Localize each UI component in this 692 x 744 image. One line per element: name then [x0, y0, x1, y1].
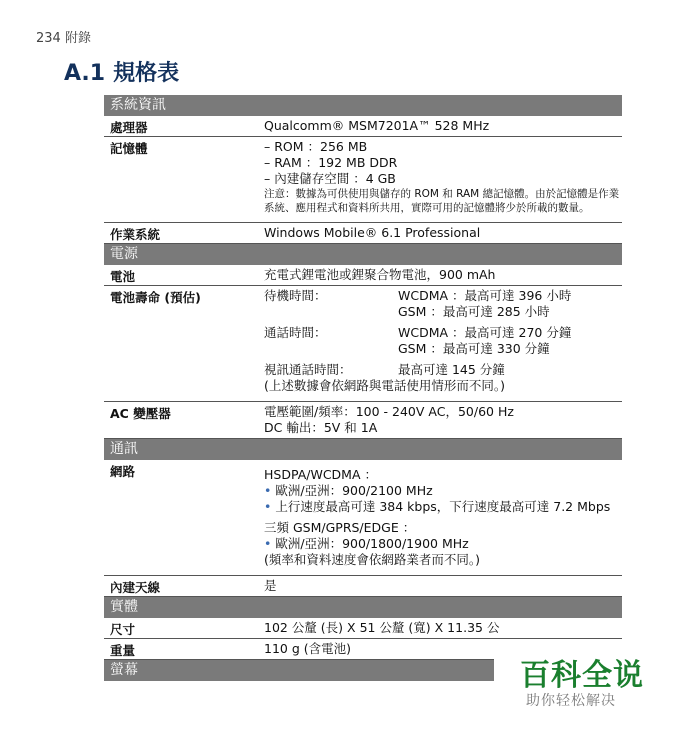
standby-label: 待機時間： [264, 288, 327, 303]
row-label: 內建天線 [110, 580, 161, 595]
row-value [264, 137, 622, 222]
os-value: Windows Mobile® 6.1 Professional [264, 225, 481, 240]
row-memory [104, 137, 622, 223]
row-label: AC 變壓器 [110, 406, 171, 421]
row-battery-life [104, 286, 622, 402]
talk-gsm: GSM ：最高可達 330 分鐘 [398, 341, 550, 356]
battery-value: 充電式鋰電池或鋰聚合物電池，900 mAh [264, 267, 496, 282]
video-value: 最高可達 145 分鐘 [398, 362, 505, 377]
processor-value: Qualcomm® MSM7201A™ 528 MHz [264, 118, 490, 133]
row-adapter [104, 402, 622, 439]
band-display: 螢幕 [104, 660, 622, 681]
hsdpa-heading: HSDPA/WCDMA ： [264, 467, 377, 482]
row-value [264, 223, 622, 243]
talk-row [264, 325, 622, 357]
talk-wcdma: WCDMA ：最高可達 270 分鐘 [398, 325, 572, 340]
row-battery [104, 265, 622, 286]
adapter-output: DC 輸出：5V 和 1A [264, 420, 378, 435]
row-label: 處理器 [110, 120, 148, 135]
bullet-icon: • [264, 499, 272, 514]
bullet-text: 上行速度最高可達 384 kbps，下行速度最高可達 7.2 Mbps [275, 499, 611, 514]
band-comms: 通訊 [104, 439, 622, 460]
band-power: 電源 [104, 244, 622, 265]
row-value [264, 618, 622, 638]
bullet-icon: • [264, 536, 272, 551]
row-value [264, 116, 622, 136]
video-row [264, 362, 622, 378]
row-value [264, 265, 622, 285]
row-value [264, 460, 622, 575]
row-processor [104, 116, 622, 137]
section-number: A.1 [64, 61, 106, 86]
spec-table [104, 95, 622, 681]
row-value [264, 286, 622, 401]
network-note: (頻率和資料速度會依網路業者而不同。) [264, 552, 481, 567]
watermark-main: 百科全说 [520, 658, 644, 693]
row-label: 電池壽命 (預估) [110, 290, 201, 305]
hsdpa-bullet [264, 483, 622, 499]
memory-ram: – RAM ：192 MB DDR [264, 155, 398, 170]
row-size [104, 618, 622, 639]
band-physical: 實體 [104, 597, 622, 618]
section-title-text: 規格表 [113, 61, 180, 86]
row-os [104, 223, 622, 244]
row-label: 記憶體 [110, 141, 148, 156]
standby-wcdma: WCDMA ：最高可達 396 小時 [398, 288, 572, 303]
watermark-sub: 助你轻松解决 [526, 693, 616, 709]
row-antenna [104, 576, 622, 597]
row-label: 網路 [110, 464, 136, 479]
row-label: 作業系統 [110, 227, 161, 242]
section-title [64, 56, 179, 87]
bullet-text: 歐洲/亞洲：900/1800/1900 MHz [275, 536, 469, 551]
memory-note: 注意：數據為可供使用與儲存的 ROM 和 RAM 總記憶體。由於記憶體是作業系統、應用程式和資料所共用，實際可用的記憶體將少於所載的數量。 [264, 188, 620, 214]
size-value: 102 公釐 (長) X 51 公釐 (寬) X 11.35 公 [264, 620, 500, 635]
antenna-value: 是 [264, 578, 277, 593]
page-header: 234 附錄 [36, 31, 91, 46]
row-label: 尺寸 [110, 622, 136, 637]
memory-rom: – ROM ：256 MB [264, 139, 368, 154]
row-value [264, 402, 622, 438]
hsdpa-bullet [264, 499, 622, 515]
video-label: 視訊通話時間： [264, 362, 352, 377]
gsm-bullet [264, 536, 622, 552]
talk-label: 通話時間： [264, 325, 327, 340]
memory-storage: – 內建儲存空間 ：4 GB [264, 171, 396, 186]
life-note: (上述數據會依網路與電話使用情形而不同。) [264, 378, 506, 393]
standby-row [264, 288, 622, 320]
bullet-text: 歐洲/亞洲：900/2100 MHz [275, 483, 433, 498]
row-value [264, 576, 622, 596]
row-label: 重量 [110, 643, 136, 658]
band-system: 系統資訊 [104, 95, 622, 116]
watermark-logo [494, 646, 692, 720]
bullet-icon: • [264, 483, 272, 498]
adapter-range: 電壓範圍/頻率：100 - 240V AC，50/60 Hz [264, 404, 514, 419]
weight-value: 110 g (含電池) [264, 641, 351, 656]
standby-gsm: GSM ：最高可達 285 小時 [398, 304, 550, 319]
row-network [104, 460, 622, 576]
row-label: 電池 [110, 269, 136, 284]
gsm-heading: 三頻 GSM/GPRS/EDGE ： [264, 520, 416, 535]
